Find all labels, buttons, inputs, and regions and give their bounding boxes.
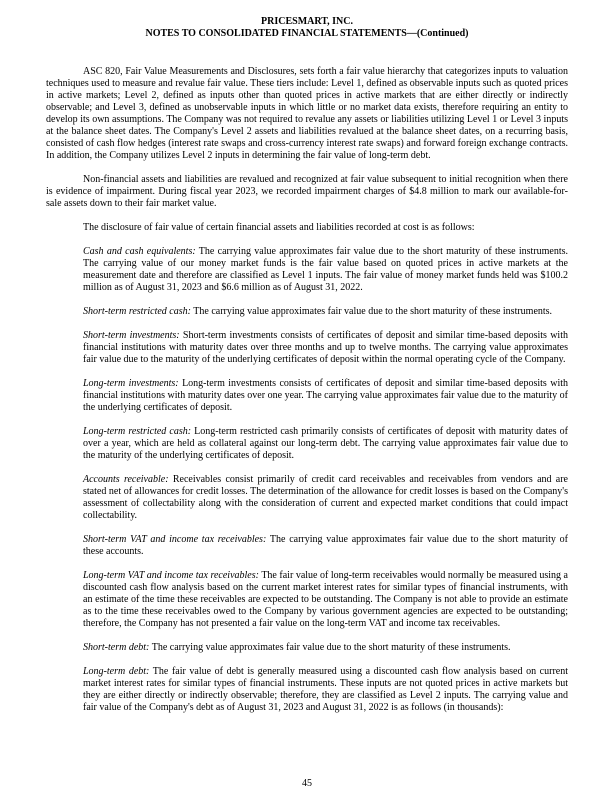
definition-text: The carrying value approximates fair value due to the short maturity of these instruments. <box>193 306 553 317</box>
definition-term: Long-term debt: <box>83 666 150 677</box>
paragraph-disclosure-intro: The disclosure of fair value of certain financial assets and liabilities recorded at cost is as follows: <box>83 222 475 233</box>
definition-term: Long-term VAT and income tax receivables: <box>83 570 259 581</box>
definition-term: Short-term investments: <box>83 330 180 341</box>
definition-term: Long-term investments: <box>83 378 179 389</box>
definition-short-term-restricted-cash <box>83 306 568 318</box>
definition-term: Short-term restricted cash: <box>83 306 191 317</box>
paragraph-non-financial: Non-financial assets and liabilities are revalued and recognized at fair value subsequent to initial recognition when there is evidence of impairment. During fiscal year 2023, we recorded impairment charges of $4.8 million to mark our available-for-sale assets down to their fair market value. <box>46 174 568 209</box>
definition-text: Long-term investments consists of certificates of deposit and similar time-based deposits with financial institutions with maturity dates over one year. The carrying value approximates fair value due to the maturity of the underlying certificates of deposit. <box>83 378 568 413</box>
definition-text: The carrying value approximates fair value due to the short maturity of these accounts. <box>83 534 568 557</box>
page-number: 45 <box>302 778 312 789</box>
company-name: PRICESMART, INC. <box>261 16 353 27</box>
definition-text: The carrying value approximates fair value due to the short maturity of these instruments. The carrying value of our money market funds is the fair value based on quoted prices in active markets at the measurement date and therefore are classified as Level 1 inputs. The fair value of money market funds held was $100.2 million as of August 31, 2023 and $6.6 million as of August 31, 2022. <box>83 246 568 293</box>
definition-short-term-vat-receivables <box>83 534 568 558</box>
definition-cash-equivalents <box>83 246 568 294</box>
paragraph-asc-820: ASC 820, Fair Value Measurements and Disclosures, sets forth a fair value hierarchy that categorizes inputs to valuation techniques used to measure and revalue fair value. These tiers include: Level 1, defined as observable inputs such as quoted prices in active markets; Level 2, defined as inputs other than quoted prices in active markets that are either directly or indirectly observable; and Level 3, defined as unobservable inputs in which little or no market data exists, therefore requiring an entity to develop its own assumptions. The Company was not required to revalue any assets or liabilities utilizing Level 1 or Level 3 inputs at the balance sheet dates. The Company's Level 2 assets and liabilities revalued at the balance sheet dates, on a recurring basis, consisted of cash flow hedges (interest rate swaps and cross-currency interest rate swaps) and forward foreign exchange contracts. In addition, the Company utilizes Level 2 inputs in determining the fair value of long-term debt. <box>46 66 568 161</box>
definition-term: Cash and cash equivalents: <box>83 246 196 257</box>
definition-text: The carrying value approximates fair value due to the short maturity of these instruments. <box>151 642 511 653</box>
definition-text: Long-term restricted cash primarily consists of certificates of deposit with maturity dates of over a year, which are held as collateral against our long-term debt. The carrying value approximates fair value due to the maturity of the underlying certificates of deposit. <box>83 426 569 461</box>
definition-text: The fair value of long-term receivables would normally be measured using a discounted cash flow analysis based on the current market interest rates for similar types of financial instruments, with an estimate of the time these receivables are expected to be outstanding. The Company is not able to provide an estimate as to the time these receivables owed to the Company by various government agencies are expected to be outstanding; therefore, the Company has not presented a fair value on the long-term VAT and income tax receivables. <box>83 570 568 629</box>
definition-short-term-investments <box>83 330 568 366</box>
definition-long-term-vat-receivables <box>83 570 568 630</box>
definition-term: Accounts receivable: <box>83 474 169 485</box>
definition-term: Short-term debt: <box>83 642 150 653</box>
definition-short-term-debt <box>83 642 568 654</box>
definition-term: Long-term restricted cash: <box>83 426 192 437</box>
definition-text: The fair value of debt is generally measured using a discounted cash flow analysis based on current market interest rates for similar types of financial instruments. These inputs are not quoted prices in active markets but they are either directly or indirectly observable; therefore, they are classified as Level 2 inputs. The carrying value and fair value of the Company's debt as of August 31, 2023 and August 31, 2022 is as follows (in thousands): <box>83 666 568 713</box>
document-title: NOTES TO CONSOLIDATED FINANCIAL STATEMENTS—(Continued) <box>145 28 469 39</box>
definition-long-term-debt <box>83 666 568 714</box>
definition-text: Receivables consist primarily of credit card receivables and receivables from vendors and are stated net of allowances for credit losses. The determination of the allowance for credit losses is based on the Company's assessment of collectability along with the consideration of current and expected market conditions that could impact collectability. <box>83 474 568 521</box>
document-header <box>46 16 568 40</box>
definition-long-term-investments <box>83 378 568 414</box>
definition-long-term-restricted-cash <box>83 426 568 462</box>
definition-accounts-receivable <box>83 474 568 522</box>
definition-text: Short-term investments consists of certificates of deposit and similar time-based deposits with financial institutions with maturity dates over three months and up to twelve months. The carrying value approximates fair value due to the maturity of the underlying certificates of deposit within the normal operating cycle of the Company. <box>83 330 568 365</box>
definition-term: Short-term VAT and income tax receivables: <box>83 534 267 545</box>
